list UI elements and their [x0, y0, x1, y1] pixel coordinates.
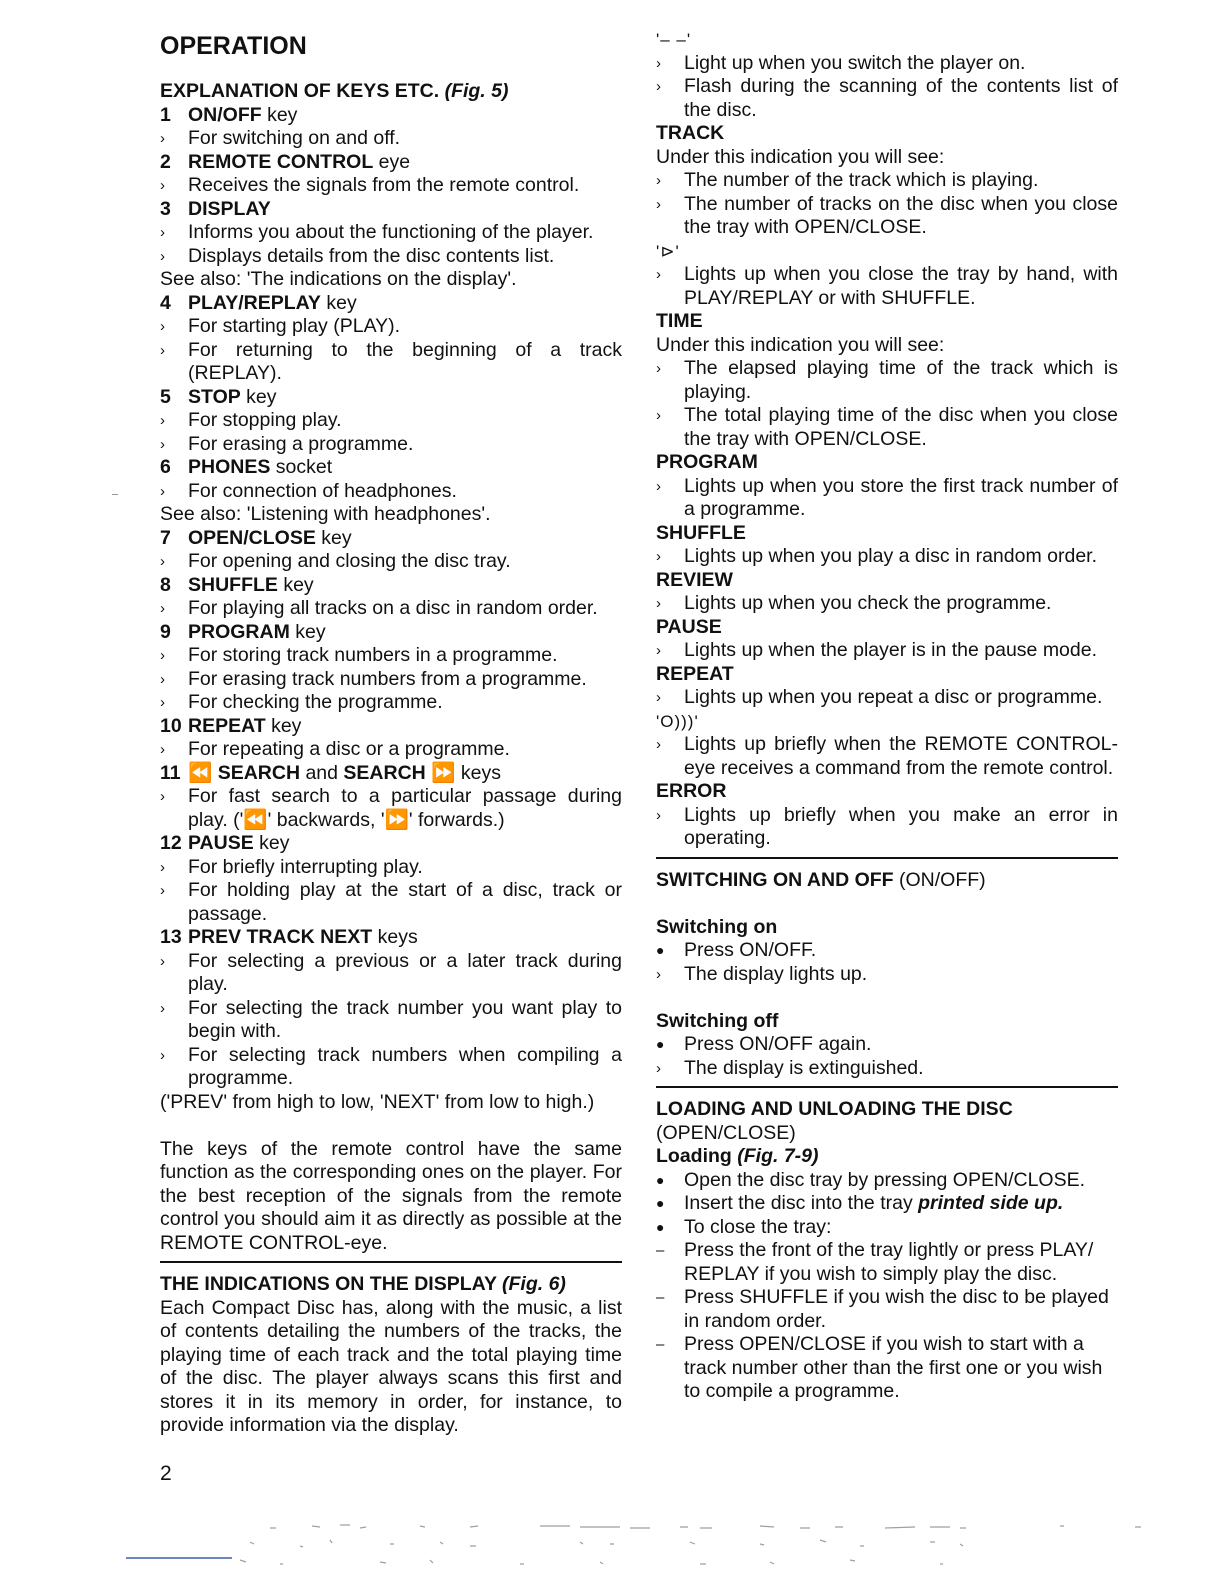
key-type: key [315, 526, 352, 549]
arrow-bullet-icon: › [656, 195, 661, 213]
arrow-bullet-icon: › [160, 694, 165, 711]
key-entry [160, 198, 622, 222]
indicator-label: 'O)))' [656, 711, 699, 731]
bullet-item [656, 545, 1118, 569]
bullet-text: Receives the signals from the remote control. [188, 174, 580, 196]
dash-marker: – [656, 1242, 665, 1259]
indicator-label: '⊳' [656, 241, 680, 261]
bullet-text: The number of the track which is playing. [684, 169, 1039, 191]
bullet-text: For selecting the track number you want play to begin with. [188, 996, 622, 1042]
arrow-bullet-icon: › [656, 360, 661, 377]
bullet-text: Lights up when you store the first track number of a programme. [684, 474, 1118, 520]
bullet-text: Lights up when you close the tray by hand, with PLAY/REPLAY or with SHUFFLE. [684, 263, 1118, 309]
bullet-item [160, 738, 622, 762]
key-number: 3 [160, 197, 171, 220]
bullet-item [656, 1216, 1118, 1240]
key-entry [160, 762, 622, 786]
bullet-item [656, 475, 1118, 522]
arrow-bullet-icon: › [160, 224, 165, 241]
switching-off-title: Switching off [656, 1009, 779, 1032]
arrow-bullet-icon: › [160, 412, 165, 429]
bullet-item [656, 1169, 1118, 1193]
filled-bullet-icon: ● [656, 1218, 665, 1235]
bullet-item [160, 879, 622, 926]
key-number: 4 [160, 291, 171, 314]
scan-mark [112, 494, 118, 495]
loading-title-fig: (Fig. 7-9) [737, 1145, 819, 1167]
key-name: ON/OFF [188, 103, 262, 126]
bullet-item [656, 804, 1118, 851]
key-entry [160, 527, 622, 551]
loading-steps [656, 1169, 1118, 1240]
bullet-text: To close the tray: [684, 1215, 832, 1238]
bullet-text: The display lights up. [684, 962, 868, 985]
key-name: PLAY/REPLAY [188, 291, 321, 314]
right-column [656, 28, 1118, 1404]
loading-title-text: Loading [656, 1145, 738, 1167]
arrow-bullet-icon: › [160, 999, 165, 1017]
bullet-text: For briefly interrupting play. [188, 855, 423, 878]
arrow-bullet-icon: › [160, 553, 165, 570]
bullet-text: The total playing time of the disc when you close the tray with OPEN/CLOSE. [684, 404, 1118, 450]
key-number: 2 [160, 150, 171, 173]
bullet-text: For switching on and off. [188, 127, 401, 149]
arrow-bullet-icon: › [160, 952, 165, 970]
bullet-item [160, 1044, 622, 1091]
arrow-bullet-icon: › [656, 736, 661, 753]
bullet-item [656, 52, 1118, 76]
bullet-text: Lights up when you check the programme. [684, 592, 1052, 614]
keys-heading-fig: (Fig. 5) [444, 80, 509, 102]
bullet-item [656, 193, 1118, 240]
key-name: SEARCH ⏩ [343, 761, 456, 784]
key-label [188, 832, 290, 856]
key-label [188, 104, 297, 128]
key-name: PREV TRACK NEXT [188, 926, 373, 948]
bullet-text: Light up when you switch the player on. [684, 51, 1026, 74]
arrow-bullet-icon: › [160, 670, 165, 688]
bullet-item [160, 997, 622, 1044]
bullet-item [656, 686, 1118, 710]
bullet-text: Insert the disc into the tray printed side up. [684, 1192, 1064, 1214]
bullet-item [656, 169, 1118, 193]
see-also-note: See also: 'The indications on the display'. [160, 268, 517, 290]
bullet-text: For starting play (PLAY). [188, 315, 401, 337]
arrow-bullet-icon: › [160, 600, 165, 617]
key-entry [160, 715, 622, 739]
bullet-item [656, 1057, 1118, 1081]
bullet-item [160, 315, 622, 339]
key-label [188, 926, 418, 950]
key-label [188, 386, 277, 410]
bullet-item [160, 245, 622, 269]
bullet-text: The elapsed playing time of the track which is playing. [684, 357, 1118, 403]
arrow-bullet-icon: › [160, 247, 165, 265]
bullet-text: For erasing track numbers from a programme. [188, 667, 587, 690]
dash-marker: – [656, 1289, 665, 1306]
key-name: ⏪ SEARCH [188, 761, 301, 784]
bullet-text: Open the disc tray by pressing OPEN/CLOSE. [684, 1168, 1086, 1191]
bullet-item [656, 1192, 1118, 1216]
switching-heading-suffix: (ON/OFF) [893, 868, 986, 891]
key-type: key [320, 291, 357, 314]
bullet-text: Displays details from the disc contents list. [188, 244, 555, 267]
bullet-text: Lights up when the player is in the pause mode. [684, 639, 1098, 661]
key-number: 12 [160, 832, 182, 854]
key-number: 6 [160, 456, 171, 478]
dash-marker: – [656, 1336, 665, 1353]
arrow-bullet-icon: › [160, 882, 165, 899]
key-entry [160, 151, 622, 175]
bullet-text: For playing all tracks on a disc in random order. [188, 597, 598, 619]
bullet-item [656, 1286, 1118, 1333]
key-name: DISPLAY [188, 197, 271, 220]
bullet-item [160, 409, 622, 433]
arrow-bullet-icon: › [160, 788, 165, 805]
key-name: REPEAT [188, 714, 266, 737]
bullet-item [656, 1239, 1118, 1286]
key-number: 11 [160, 761, 181, 784]
bullet-item [160, 856, 622, 880]
arrow-bullet-icon: › [160, 341, 165, 359]
arrow-bullet-icon: › [656, 806, 661, 824]
key-type: keys [372, 926, 418, 948]
bullet-text: For fast search to a particular passage during play. ('⏪' backwards, '⏩' forwards.) [188, 785, 622, 831]
bullet-text: For holding play at the start of a disc, track or passage. [188, 879, 622, 925]
bullet-text: For checking the programme. [188, 691, 443, 713]
bullet-text: Press SHUFFLE if you wish the disc to be played in random order. [684, 1286, 1109, 1332]
arrow-bullet-icon: › [656, 477, 661, 495]
bullet-text: For storing track numbers in a programme. [188, 644, 558, 666]
bullet-item [656, 963, 1118, 987]
key-number: 7 [160, 526, 171, 549]
arrow-bullet-icon: › [656, 172, 661, 189]
arrow-bullet-icon: › [160, 435, 165, 453]
keys-heading-text: EXPLANATION OF KEYS ETC. [160, 80, 445, 102]
bullet-item [160, 480, 622, 504]
bullet-text: Lights up briefly when the REMOTE CONTROL-eye receives a command from the remote control. [684, 733, 1118, 779]
loading-dash-items [656, 1239, 1118, 1404]
bullet-item [160, 597, 622, 621]
bullet-item [656, 357, 1118, 404]
key-number: 1 [160, 103, 171, 126]
key-type: key [289, 620, 326, 643]
key-type: key [240, 385, 277, 408]
loading-title [656, 1145, 1118, 1169]
arrow-bullet-icon: › [656, 689, 661, 706]
key-number: 13 [160, 926, 182, 948]
bullet-item [160, 339, 622, 386]
key-name: PROGRAM [188, 620, 290, 643]
indicator-label: ERROR [656, 780, 727, 802]
arrow-bullet-icon: › [160, 482, 165, 500]
bullet-item [160, 950, 622, 997]
bullet-item [160, 550, 622, 574]
bullet-item [656, 939, 1118, 963]
see-also-note: ('PREV' from high to low, 'NEXT' from low to high.) [160, 1090, 595, 1113]
key-label [188, 574, 314, 598]
indicator-label: PAUSE [656, 615, 722, 638]
bullet-item [656, 1033, 1118, 1057]
bullet-item [160, 785, 622, 832]
indicator-intro: Under this indication you will see: [656, 145, 945, 168]
bullet-text: Lights up when you repeat a disc or programme. [684, 686, 1103, 708]
arrow-bullet-icon: › [160, 741, 165, 758]
bullet-item [160, 644, 622, 668]
key-entry [160, 456, 622, 480]
switching-heading-text: SWITCHING ON AND OFF [656, 868, 894, 891]
bullet-text: For opening and closing the disc tray. [188, 550, 511, 572]
key-entry [160, 832, 622, 856]
key-label [188, 151, 410, 175]
bullet-text: The number of tracks on the disc when you close the tray with OPEN/CLOSE. [684, 192, 1118, 238]
key-number: 5 [160, 385, 171, 408]
key-type: eye [373, 150, 411, 173]
bullet-item [656, 75, 1118, 122]
bullet-text: For stopping play. [188, 409, 342, 431]
bullet-text: Flash during the scanning of the contents list of the disc. [684, 75, 1118, 121]
key-label [188, 621, 326, 645]
key-name: REMOTE CONTROL [188, 150, 374, 173]
filled-bullet-icon: ● [656, 942, 665, 958]
arrow-bullet-icon: › [656, 642, 661, 659]
key-name: PAUSE [188, 832, 254, 854]
indicator-label: TIME [656, 310, 703, 332]
bullet-item [656, 404, 1118, 451]
bullet-text: Press OPEN/CLOSE if you wish to start with a track number other than the first one or you wish to compile a programme. [684, 1333, 1103, 1402]
switching-on-steps [656, 939, 1118, 986]
key-type: key [253, 832, 290, 854]
key-name: PHONES [188, 456, 271, 478]
key-number: 10 [160, 714, 182, 737]
filled-bullet-icon: ● [656, 1036, 665, 1052]
indications-heading-fig: (Fig. 6) [502, 1273, 566, 1295]
indicator-label: REVIEW [656, 568, 733, 591]
bullet-text: For repeating a disc or a programme. [188, 738, 510, 760]
arrow-bullet-icon: › [656, 595, 661, 612]
bullet-item [160, 433, 622, 457]
indications-heading [160, 1273, 622, 1297]
arrow-bullet-icon: › [656, 1059, 661, 1077]
key-type: key [277, 573, 314, 596]
page-number: 2 [160, 1462, 172, 1485]
key-label [188, 198, 271, 222]
bullet-text: Lights up briefly when you make an error in operating. [684, 803, 1118, 849]
bullet-text: For selecting a previous or a later track during play. [188, 949, 622, 995]
loading-heading: LOADING AND UNLOADING THE DISC [656, 1098, 1013, 1120]
switching-heading [656, 869, 1118, 893]
indications-paragraph: Each Compact Disc has, along with the music, a list of contents detailing the numbers of the tracks, the playing time of each track and the total playing time of the disc. The player always scans this first and stores it in its memory in order, for instance, to provide information via the display. [160, 1296, 622, 1436]
key-type: keys [455, 761, 501, 784]
key-type: socket [270, 456, 333, 478]
arrow-bullet-icon: › [160, 318, 165, 335]
indicators-list [656, 28, 1118, 851]
remote-paragraph: The keys of the remote control have the same function as the corresponding ones on the player. For the best reception of the signals from the remote control you should aim it as directly as possible at the REMOTE CONTROL-eye. [160, 1137, 622, 1254]
bullet-item [656, 592, 1118, 616]
switching-on-title: Switching on [656, 915, 778, 938]
key-number: 9 [160, 620, 171, 643]
key-number: 8 [160, 573, 171, 596]
bullet-item [160, 127, 622, 151]
bullet-item [160, 221, 622, 245]
see-also-note: See also: 'Listening with headphones'. [160, 503, 491, 525]
indications-heading-text: THE INDICATIONS ON THE DISPLAY [160, 1273, 503, 1295]
arrow-bullet-icon: › [160, 1046, 165, 1064]
bullet-item [656, 639, 1118, 663]
left-column [160, 28, 622, 1438]
arrow-bullet-icon: › [160, 177, 165, 194]
bullet-item [656, 1333, 1118, 1404]
key-entry [160, 104, 622, 128]
arrow-bullet-icon: › [160, 647, 165, 664]
key-label [188, 292, 357, 316]
arrow-bullet-icon: › [656, 54, 661, 72]
indicator-label: TRACK [656, 122, 725, 144]
bullet-item [656, 263, 1118, 310]
key-name: STOP [188, 385, 241, 408]
arrow-bullet-icon: › [160, 130, 165, 147]
keys-list [160, 104, 622, 1115]
bullet-text: Informs you about the functioning of the player. [188, 221, 594, 243]
key-connector: and [300, 761, 344, 784]
indicator-label: PROGRAM [656, 451, 758, 473]
arrow-bullet-icon: › [656, 78, 661, 95]
bullet-text: For connection of headphones. [188, 479, 457, 502]
divider [656, 857, 1118, 859]
key-entry [160, 292, 622, 316]
emphasis-text: printed side up. [918, 1192, 1064, 1214]
scan-noise [0, 1520, 1224, 1584]
divider [160, 1261, 622, 1263]
bullet-item [160, 691, 622, 715]
key-name: SHUFFLE [188, 573, 278, 596]
key-label [188, 456, 332, 480]
bullet-text: Press ON/OFF. [684, 939, 817, 961]
switching-off-steps [656, 1033, 1118, 1080]
page-title: OPERATION [160, 32, 307, 60]
divider [656, 1086, 1118, 1088]
bullet-text: For returning to the beginning of a track (REPLAY). [188, 338, 622, 384]
bullet-text: Press ON/OFF again. [684, 1033, 872, 1055]
indicator-intro: Under this indication you will see: [656, 333, 945, 356]
key-entry [160, 386, 622, 410]
arrow-bullet-icon: › [160, 858, 165, 876]
arrow-bullet-icon: › [656, 548, 661, 565]
indicator-label: SHUFFLE [656, 521, 746, 544]
key-label [188, 762, 501, 786]
bullet-text: For selecting track numbers when compiling a programme. [188, 1043, 622, 1089]
indicator-label: '– –' [656, 30, 692, 49]
key-label [188, 715, 301, 739]
bullet-item [656, 733, 1118, 780]
loading-subheading: (OPEN/CLOSE) [656, 1121, 796, 1144]
bullet-text: Press the front of the tray lightly or press PLAY/ REPLAY if you wish to simply play the disc. [684, 1239, 1094, 1285]
key-entry [160, 926, 622, 950]
key-label [188, 527, 352, 551]
arrow-bullet-icon: › [656, 266, 661, 283]
bullet-text: The display is extinguished. [684, 1056, 924, 1079]
key-type: key [261, 103, 298, 126]
keys-heading [160, 80, 622, 104]
arrow-bullet-icon: › [656, 407, 661, 424]
bullet-text: Lights up when you play a disc in random order. [684, 545, 1097, 567]
indicator-label: REPEAT [656, 662, 734, 685]
bullet-item [160, 174, 622, 198]
filled-bullet-icon: ● [656, 1195, 665, 1211]
bullet-item [160, 668, 622, 692]
bullet-text: For erasing a programme. [188, 432, 414, 455]
filled-bullet-icon: ● [656, 1171, 665, 1188]
key-name: OPEN/CLOSE [188, 526, 316, 549]
key-type: key [265, 714, 302, 737]
arrow-bullet-icon: › [656, 965, 661, 983]
key-entry [160, 621, 622, 645]
key-entry [160, 574, 622, 598]
